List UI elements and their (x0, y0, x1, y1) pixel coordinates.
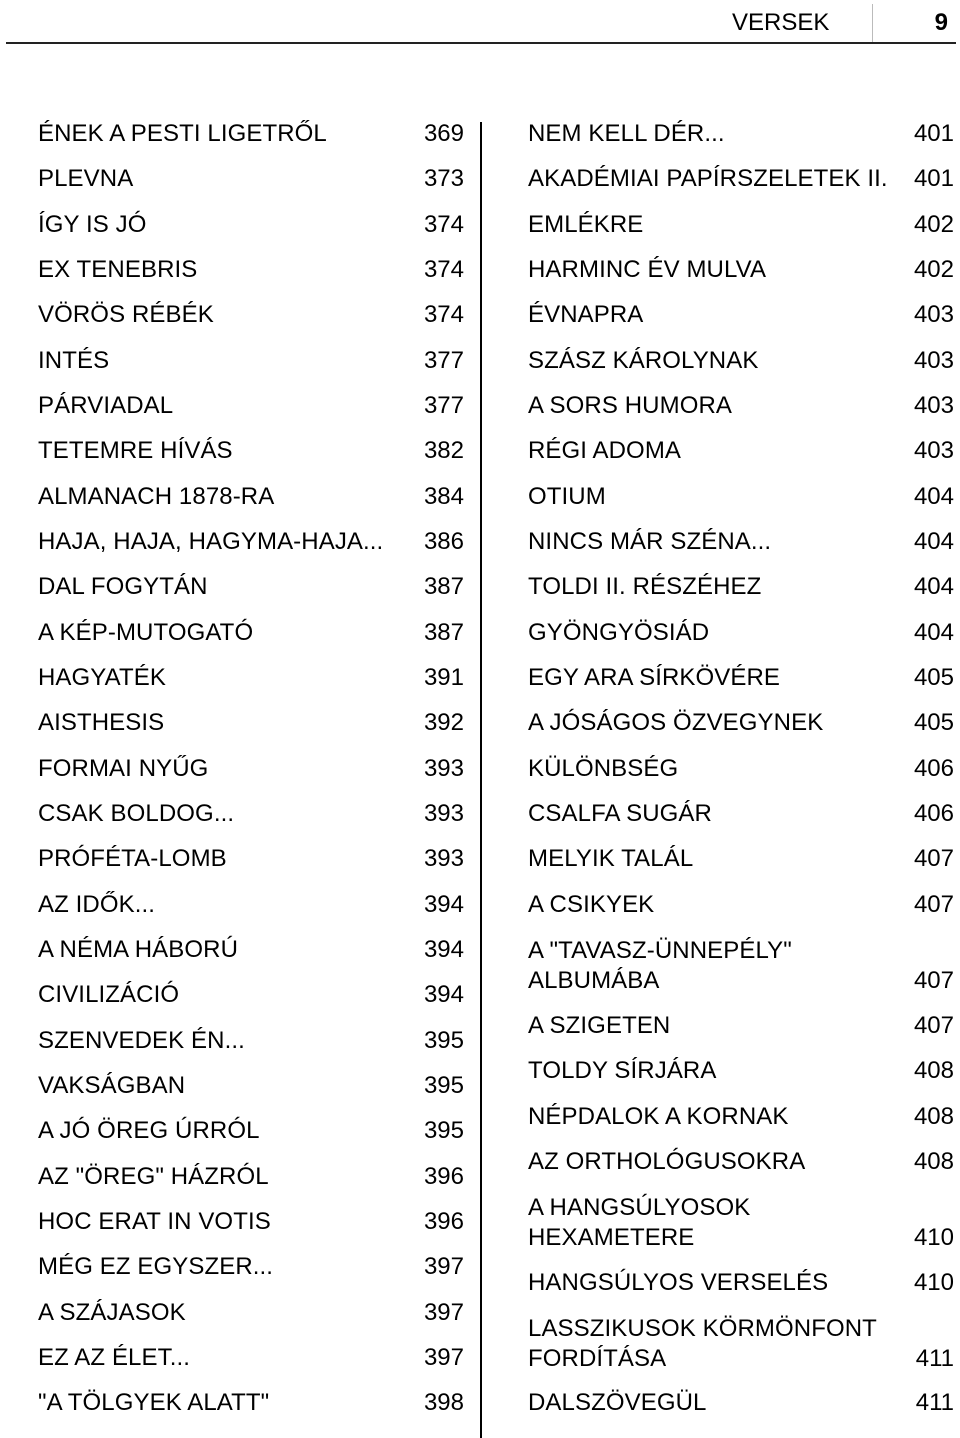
toc-entry-title: ALMANACH 1878-RA (38, 483, 275, 510)
toc-entry-page: 387 (423, 573, 464, 600)
toc-entry (528, 255, 954, 285)
toc-entry-page: 411 (915, 1345, 954, 1372)
toc-entry-page: 374 (423, 256, 464, 283)
toc-entry-title: ÉNEK A PESTI LIGETRŐL (38, 120, 327, 147)
toc-entry-page: 407 (913, 845, 954, 872)
toc-entry-title: EGY ARA SÍRKÖVÉRE (528, 664, 781, 691)
toc-entry-page: 377 (423, 392, 464, 419)
toc-entry-title: HAJA, HAJA, HAGYMA-HAJA... (38, 528, 384, 555)
toc-entry (528, 527, 954, 557)
toc-entry (38, 1026, 464, 1056)
toc-entry-title: SZÁSZ KÁROLYNAK (528, 347, 759, 374)
toc-entry-page: 407 (913, 967, 954, 994)
toc-entry-page: 393 (423, 845, 464, 872)
toc-entry (528, 708, 954, 738)
toc-entry-title: ÍGY IS JÓ (38, 211, 147, 238)
toc-entry-page: 374 (423, 301, 464, 328)
toc-entry (528, 1011, 954, 1041)
toc-entry (528, 300, 954, 330)
toc-entry-page: 398 (423, 1389, 464, 1416)
toc-entry-page: 394 (423, 936, 464, 963)
toc-entry-title: OTIUM (528, 483, 606, 510)
toc-entry (38, 618, 464, 648)
toc-entry-page: 405 (913, 664, 954, 691)
toc-entry-title: DAL FOGYTÁN (38, 573, 208, 600)
toc-entry-page: 408 (913, 1103, 954, 1130)
toc-entry (528, 1314, 954, 1374)
toc-entry (38, 391, 464, 421)
toc-entry-title: HANGSÚLYOS VERSELÉS (528, 1269, 829, 1296)
toc-entry-title: A KÉP-MUTOGATÓ (38, 619, 254, 646)
toc-entry-page: 396 (423, 1208, 464, 1235)
toc-entry-page: 404 (913, 528, 954, 555)
toc-entry (528, 1268, 954, 1298)
toc-entry-title: HOC ERAT IN VOTIS (38, 1208, 271, 1235)
toc-entry-title: SZENVEDEK ÉN... (38, 1027, 245, 1054)
toc-entry-page: 404 (913, 483, 954, 510)
toc-entry (528, 936, 954, 996)
toc-entry-page: 395 (423, 1117, 464, 1144)
toc-entry (528, 391, 954, 421)
toc-entry-title: PRÓFÉTA-LOMB (38, 845, 227, 872)
toc-entry-title: AZ "ÖREG" HÁZRÓL (38, 1163, 269, 1190)
toc-entry (38, 890, 464, 920)
toc-entry-page: 403 (913, 437, 954, 464)
toc-entry (528, 844, 954, 874)
toc-entry (38, 663, 464, 693)
toc-entry-page: 397 (423, 1344, 464, 1371)
toc-entry-title: TOLDI II. RÉSZÉHEZ (528, 573, 762, 600)
toc-entry (528, 572, 954, 602)
toc-entry-title: PLEVNA (38, 165, 134, 192)
toc-entry-page: 410 (913, 1269, 954, 1296)
toc-entry (38, 1343, 464, 1373)
section-title: VERSEK (732, 9, 830, 36)
toc-entry (38, 300, 464, 330)
toc-entry-title: KÜLÖNBSÉG (528, 755, 679, 782)
toc-entry-page: 407 (913, 891, 954, 918)
toc-entry-page: 402 (913, 256, 954, 283)
toc-entry (38, 255, 464, 285)
toc-entry-page: 395 (423, 1072, 464, 1099)
toc-entry-title: EZ AZ ÉLET... (38, 1344, 191, 1371)
toc-entry (38, 482, 464, 512)
toc-entry (38, 844, 464, 874)
toc-entry-page: 397 (423, 1299, 464, 1326)
toc-entry-page: 404 (913, 619, 954, 646)
toc-entry (528, 436, 954, 466)
toc-entry-title: RÉGI ADOMA (528, 437, 682, 464)
toc-entry-title: A "TAVASZ-ÜNNEPÉLY" ALBUMÁBA (528, 937, 792, 994)
toc-entry (38, 1252, 464, 1282)
toc-entry-page: 410 (913, 1224, 954, 1251)
toc-entry-page: 386 (423, 528, 464, 555)
toc-entry-title: A HANGSÚLYOSOK HEXAMETERE (528, 1194, 751, 1251)
toc-entry (528, 119, 954, 149)
toc-entry-title: FORMAI NYŰG (38, 755, 209, 782)
toc-entry-title: A SZIGETEN (528, 1012, 671, 1039)
toc-entry-title: VÖRÖS RÉBÉK (38, 301, 214, 328)
toc-entry (38, 799, 464, 829)
toc-entry-title: TETEMRE HÍVÁS (38, 437, 233, 464)
toc-entry-page: 401 (913, 165, 954, 192)
toc-entry (528, 164, 954, 194)
toc-entry-page: 392 (423, 709, 464, 736)
toc-entry-page: 396 (423, 1163, 464, 1190)
toc-entry-title: CSAK BOLDOG... (38, 800, 235, 827)
toc-entry-title: A JÓ ÖREG ÚRRÓL (38, 1117, 260, 1144)
toc-entry-title: AKADÉMIAI PAPÍRSZELETEK II. (528, 165, 888, 192)
toc-entry-title: INTÉS (38, 347, 110, 374)
toc-entry (528, 618, 954, 648)
toc-entry-title: MELYIK TALÁL (528, 845, 694, 872)
toc-entry (38, 436, 464, 466)
toc-entry (38, 754, 464, 784)
toc-entry-page: 407 (913, 1012, 954, 1039)
toc-entry-title: MÉG EZ EGYSZER... (38, 1253, 274, 1280)
toc-entry (528, 1102, 954, 1132)
toc-entry-page: 374 (423, 211, 464, 238)
toc-entry-page: 384 (423, 483, 464, 510)
toc-entry-page: 408 (913, 1148, 954, 1175)
toc-entry-page: 401 (913, 120, 954, 147)
toc-entry (38, 210, 464, 240)
toc-entry-page: 387 (423, 619, 464, 646)
toc-entry (38, 346, 464, 376)
page-header (0, 0, 960, 46)
toc-entry (38, 119, 464, 149)
toc-entry-page: 373 (423, 165, 464, 192)
toc-entry-page: 382 (423, 437, 464, 464)
header-rule (6, 42, 956, 44)
toc-entry (528, 799, 954, 829)
toc-entry (38, 1071, 464, 1101)
toc-entry-title: NINCS MÁR SZÉNA... (528, 528, 772, 555)
toc-entry (528, 1056, 954, 1086)
toc-entry-title: A SZÁJASOK (38, 1299, 186, 1326)
toc-entry (528, 663, 954, 693)
toc-entry-title: A SORS HUMORA (528, 392, 732, 419)
toc-entry-title: PÁRVIADAL (38, 392, 174, 419)
toc-entry-title: AZ IDŐK... (38, 891, 156, 918)
toc-entry (528, 1193, 954, 1253)
toc-entry (38, 572, 464, 602)
toc-entry (38, 1298, 464, 1328)
toc-entry-title: TOLDY SÍRJÁRA (528, 1057, 717, 1084)
toc-entry-title: EMLÉKRE (528, 211, 644, 238)
toc-entry (38, 980, 464, 1010)
toc-entry-title: HARMINC ÉV MULVA (528, 256, 767, 283)
toc-entry-title: LASSZIKUSOK KÖRMÖNFONT FORDÍTÁSA (528, 1315, 877, 1372)
toc-entry-page: 406 (913, 800, 954, 827)
toc-entry (38, 708, 464, 738)
column-divider (480, 122, 482, 1438)
toc-entry-page: 411 (915, 1389, 954, 1416)
toc-entry-page: 377 (423, 347, 464, 374)
toc-entry (528, 754, 954, 784)
toc-entry-title: A NÉMA HÁBORÚ (38, 936, 239, 963)
toc-entry (38, 935, 464, 965)
header-separator (872, 4, 873, 42)
toc-entry (38, 1207, 464, 1237)
toc-entry (528, 890, 954, 920)
toc-entry-title: EX TENEBRIS (38, 256, 198, 283)
toc-entry-page: 403 (913, 301, 954, 328)
toc-entry (528, 1147, 954, 1177)
toc-entry-title: HAGYATÉK (38, 664, 166, 691)
toc-entry-title: ÉVNAPRA (528, 301, 644, 328)
toc-entry (38, 1162, 464, 1192)
toc-entry-page: 393 (423, 755, 464, 782)
toc-entry-page: 394 (423, 981, 464, 1008)
toc-entry-page: 391 (423, 664, 464, 691)
toc-entry-title: NÉPDALOK A KORNAK (528, 1103, 789, 1130)
toc-entry (38, 164, 464, 194)
toc-entry-title: CIVILIZÁCIÓ (38, 981, 180, 1008)
page-number: 9 (934, 9, 948, 36)
toc-entry (38, 1116, 464, 1146)
toc-entry-page: 404 (913, 573, 954, 600)
toc-entry (528, 1388, 954, 1418)
toc-entry-page: 369 (423, 120, 464, 147)
toc-entry-title: AZ ORTHOLÓGUSOKRA (528, 1148, 806, 1175)
toc-entry (38, 1388, 464, 1418)
toc-entry-title: A JÓSÁGOS ÖZVEGYNEK (528, 709, 824, 736)
toc-entry-page: 393 (423, 800, 464, 827)
toc-entry-page: 405 (913, 709, 954, 736)
toc-entry-page: 406 (913, 755, 954, 782)
toc-entry-title: "A TÖLGYEK ALATT" (38, 1389, 270, 1416)
toc-entry (528, 346, 954, 376)
toc-entry-page: 402 (913, 211, 954, 238)
toc-entry-page: 408 (913, 1057, 954, 1084)
toc-entry (38, 527, 464, 557)
toc-entry-page: 403 (913, 392, 954, 419)
toc-entry (528, 210, 954, 240)
toc-entry-page: 394 (423, 891, 464, 918)
toc-entry-title: CSALFA SUGÁR (528, 800, 712, 827)
toc-entry-page: 403 (913, 347, 954, 374)
toc-entry (528, 482, 954, 512)
toc-entry-title: A CSIKYEK (528, 891, 655, 918)
toc-entry-title: VAKSÁGBAN (38, 1072, 186, 1099)
toc-entry-title: GYÖNGYÖSIÁD (528, 619, 710, 646)
toc-entry-page: 395 (423, 1027, 464, 1054)
toc-entry-title: NEM KELL DÉR... (528, 120, 725, 147)
toc-entry-page: 397 (423, 1253, 464, 1280)
toc-entry-title: AISTHESIS (38, 709, 165, 736)
toc-entry-title: DALSZÖVEGÜL (528, 1389, 707, 1416)
